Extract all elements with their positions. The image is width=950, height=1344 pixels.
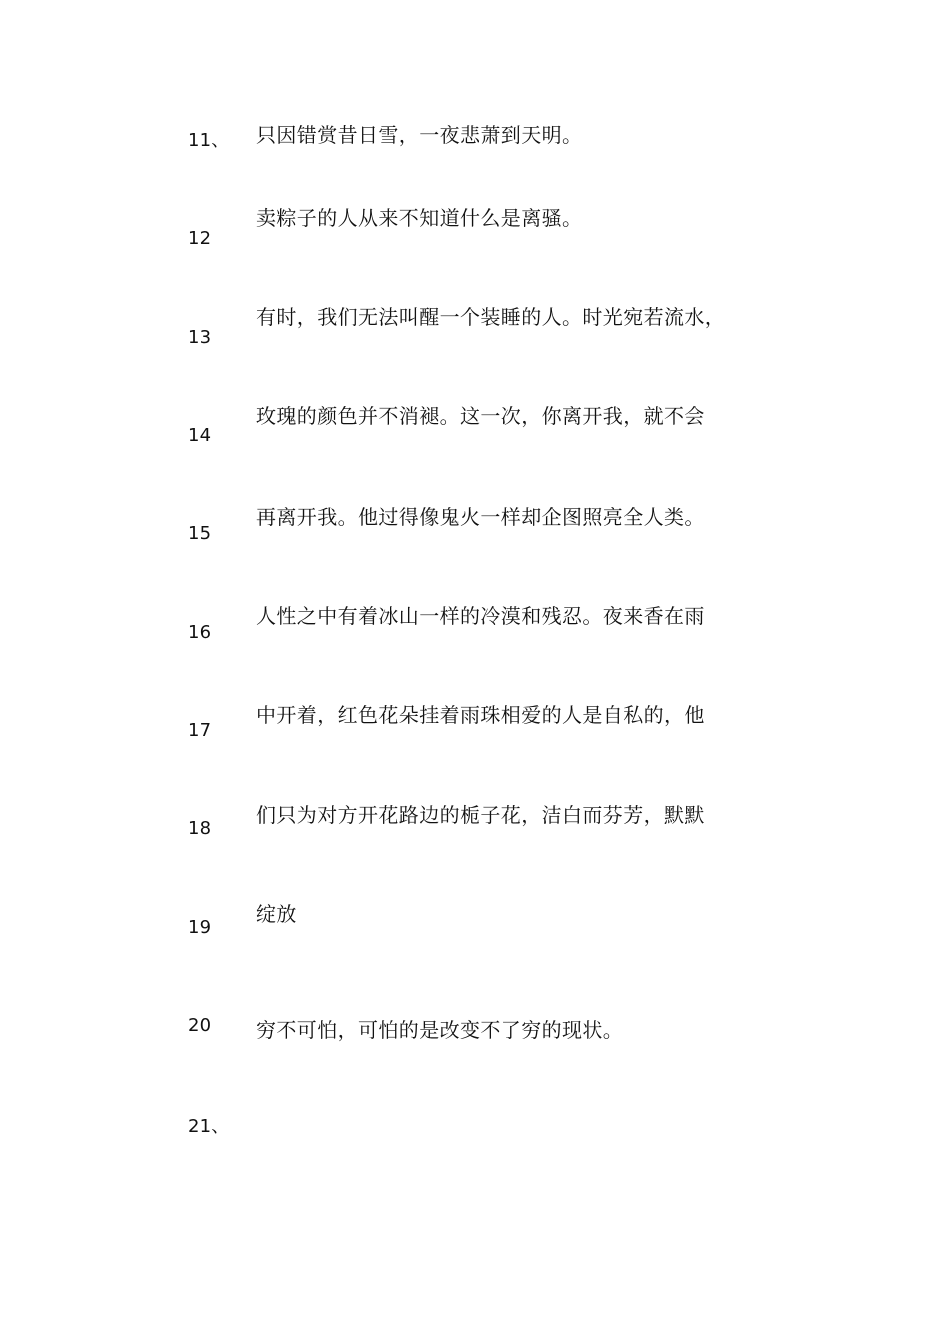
line-number-18: 18 — [188, 818, 212, 839]
line-number-12: 12 — [188, 228, 212, 249]
line-number-11: 11、 — [188, 130, 230, 151]
line-text-12: 卖粽子的人从来不知道什么是离骚。 — [256, 206, 583, 230]
line-number-16: 16 — [188, 622, 212, 643]
line-number-21: 21、 — [188, 1116, 230, 1137]
line-text-16: 人性之中有着冰山一样的冷漠和残忍。夜来香在雨 — [256, 604, 705, 628]
line-text-19: 绽放 — [256, 902, 297, 926]
line-number-14: 14 — [188, 425, 212, 446]
line-number-17: 17 — [188, 720, 212, 741]
line-number-13: 13 — [188, 327, 212, 348]
line-text-14: 玫瑰的颜色并不消褪。这一次，你离开我，就不会 — [256, 404, 705, 428]
line-text-11: 只因错赏昔日雪，一夜悲萧到天明。 — [256, 123, 583, 147]
line-text-17: 中开着，红色花朵挂着雨珠相爱的人是自私的，他 — [256, 703, 705, 727]
line-number-20: 20 — [188, 1015, 212, 1036]
line-text-20: 穷不可怕，可怕的是改变不了穷的现状。 — [256, 1018, 624, 1042]
line-text-13: 有时，我们无法叫醒一个装睡的人。时光宛若流水， — [256, 305, 726, 329]
line-number-15: 15 — [188, 523, 212, 544]
line-text-18: 们只为对方开花路边的栀子花，洁白而芬芳，默默 — [256, 803, 705, 827]
line-number-19: 19 — [188, 917, 212, 938]
line-text-15: 再离开我。他过得像鬼火一样却企图照亮全人类。 — [256, 505, 705, 529]
